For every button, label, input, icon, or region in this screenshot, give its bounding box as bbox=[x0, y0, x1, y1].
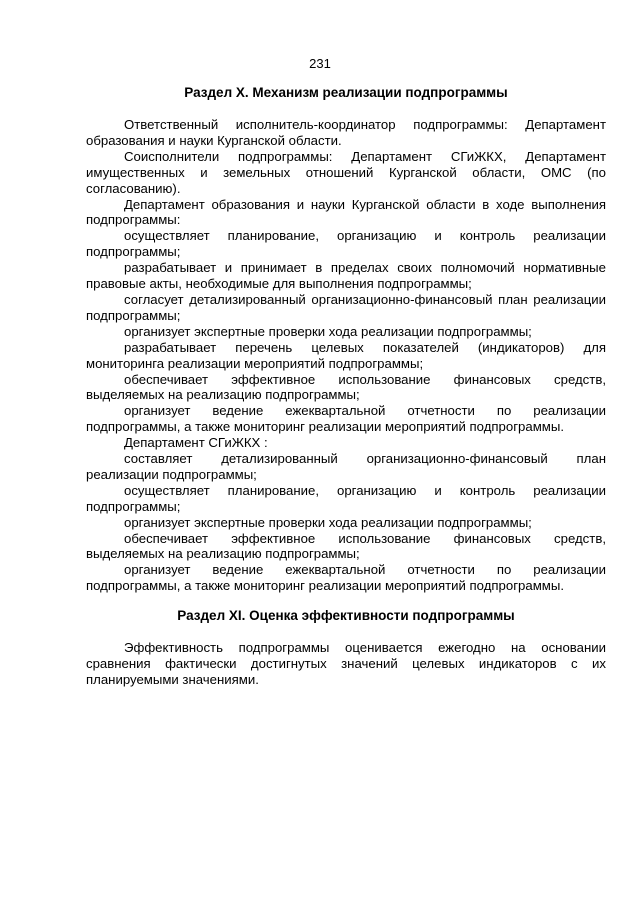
paragraph: Соисполнители подпрограммы: Департамент СГиЖКХ, Департамент имущественных и земельных отношений Курганской области, ОМС (по согласованию). bbox=[86, 148, 606, 196]
paragraph: разрабатывает и принимает в пределах своих полномочий нормативные правовые акты, необходимые для выполнения подпрограммы; bbox=[86, 260, 606, 292]
paragraph: Департамент образования и науки Курганской области в ходе выполнения подпрограммы: bbox=[86, 196, 606, 228]
paragraph: организует экспертные проверки хода реализации подпрограммы; bbox=[124, 323, 532, 339]
section-10-title: Раздел X. Механизм реализации подпрограммы bbox=[184, 85, 508, 100]
section-11-body bbox=[86, 640, 606, 688]
page-number: 231 bbox=[309, 56, 331, 71]
paragraph: обеспечивает эффективное использование финансовых средств, выделяемых на реализацию подпрограммы; bbox=[86, 371, 606, 403]
section-11-title: Раздел XI. Оценка эффективности подпрограммы bbox=[177, 608, 515, 623]
paragraph: организует экспертные проверки хода реализации подпрограммы; bbox=[124, 514, 532, 530]
paragraph: осуществляет планирование, организацию и контроль реализации подпрограммы; bbox=[86, 482, 606, 514]
paragraph: согласует детализированный организационно-финансовый план реализации подпрограммы; bbox=[86, 291, 606, 323]
paragraph: Департамент СГиЖКХ : bbox=[124, 435, 268, 451]
paragraph: организует ведение ежеквартальной отчетности по реализации подпрограммы, а также мониторинг реализации мероприятий подпрограммы. bbox=[86, 562, 606, 594]
paragraph: Ответственный исполнитель-координатор подпрограммы: Департамент образования и науки Курганской области. bbox=[86, 117, 606, 148]
paragraph: обеспечивает эффективное использование финансовых средств, выделяемых на реализацию подпрограммы; bbox=[86, 530, 606, 562]
paragraph: разрабатывает перечень целевых показателей (индикаторов) для мониторинга реализации мероприятий подпрограммы; bbox=[86, 339, 606, 371]
paragraph: составляет детализированный организационно-финансовый план реализации подпрограммы; bbox=[86, 451, 606, 482]
section-10-body bbox=[86, 117, 606, 594]
paragraph: осуществляет планирование, организацию и контроль реализации подпрограммы; bbox=[86, 228, 606, 260]
paragraph: организует ведение ежеквартальной отчетности по реализации подпрограммы, а также мониторинг реализации мероприятий подпрограммы. bbox=[86, 403, 606, 435]
paragraph: Эффективность подпрограммы оценивается ежегодно на основании сравнения фактически достигнутых значений целевых индикаторов с их планируемыми значениями. bbox=[86, 640, 606, 687]
